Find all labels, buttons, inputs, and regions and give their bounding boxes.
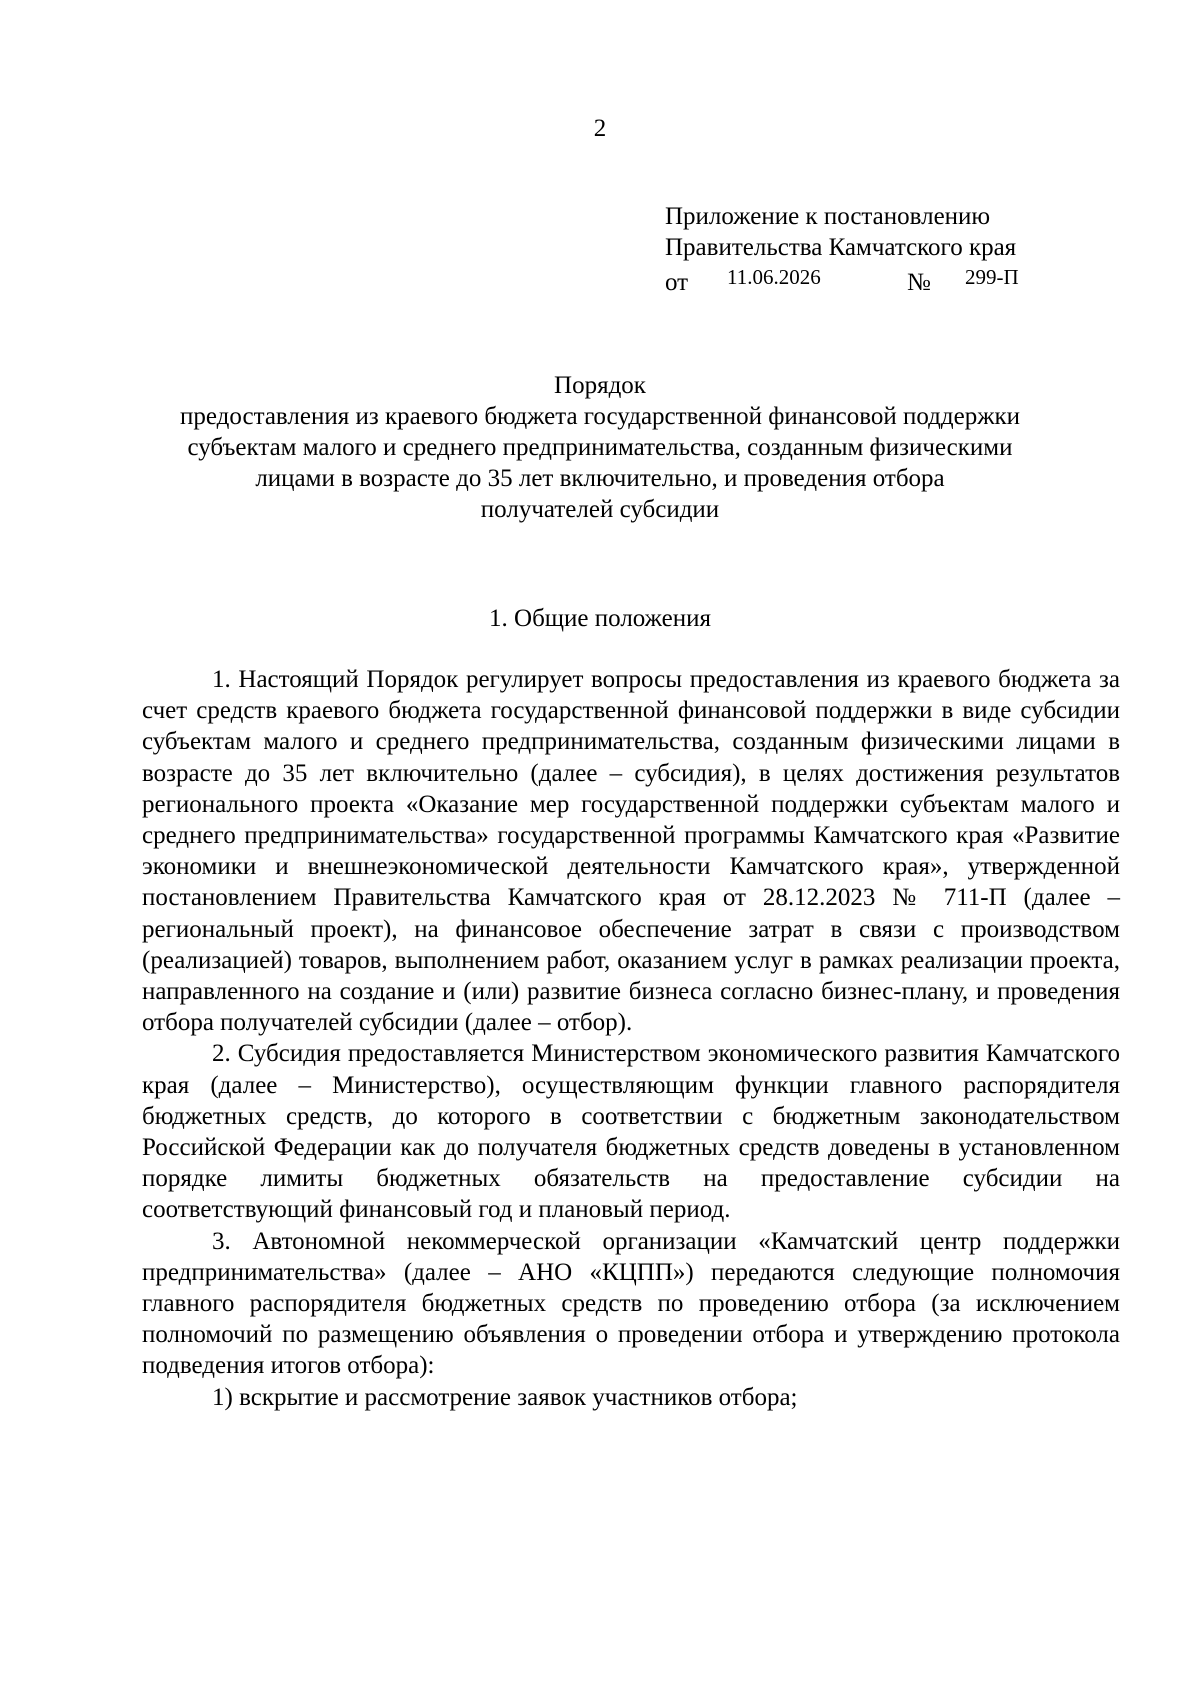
appendix-line-2: Правительства Камчатского края — [665, 234, 1017, 261]
paragraph-1: 1. Настоящий Порядок регулирует вопросы предоставления из краевого бюджета за счет средств краевого бюджета государственной финансовой поддержки в виде субсидии субъектам малого и среднего предпринимательства, созданным физическими лицами в возрасте до 35 лет включительно (далее – субсидия), в целях достижения результатов регионального проекта «Оказание мер государственной поддержки субъектам малого и среднего предпринимательства» государственной программы Камчатского края «Развитие экономики и внешнеэкономической деятельности Камчатского края», утвержденной постановлением Правительства Камчатского края от 28.12.2023 № 711-П (далее – региональный проект), на финансовое обеспечение затрат в связи с производством (реализацией) товаров, выполнением работ, оказанием услуг в рамках реализации проекта, направленного на создание и (или) развитие бизнеса согласно бизнес-плану, и проведения отбора получателей субсидии (далее – отбор). — [142, 666, 1120, 1037]
title-line-3: лицами в возрасте до 35 лет включительно, и проведения отбора — [255, 465, 945, 492]
paragraph-2: 2. Субсидия предоставляется Министерством экономического развития Камчатского края (далее – Министерство), осуществляющим функции главного распорядителя бюджетных средств, до которого в соответствии с бюджетным законодательством Российской Федерации как до получателя бюджетных средств доведены в установленном порядке лимиты бюджетных обязательств на предоставление субсидии на соответствующий финансовый год и плановый период. — [142, 1040, 1120, 1224]
page-number: 2 — [593, 115, 607, 142]
resolution-number: 299-П — [965, 265, 1019, 289]
appendix-block — [665, 201, 1019, 296]
section-heading: 1. Общие положения — [489, 605, 711, 632]
title-line-1: предоставления из краевого бюджета государственной финансовой поддержки — [180, 403, 1020, 430]
document-body — [142, 664, 1120, 1413]
date-prefix: от — [665, 269, 689, 296]
document-title — [140, 370, 1060, 525]
number-sign: № — [907, 269, 931, 296]
title-line-4: получателей субсидии — [480, 496, 720, 523]
appendix-date-row — [665, 265, 1019, 296]
title-heading: Порядок — [554, 372, 646, 399]
paragraph-3: 3. Автономной некоммерческой организации «Камчатский центр поддержки предпринимательства» (далее – АНО «КЦПП») передаются следующие полномочия главного распорядителя бюджетных средств по проведению отбора (за исключением полномочий по размещению объявления о проведении отбора и утверждению протокола подведения итогов отбора): — [142, 1227, 1120, 1380]
appendix-line-1: Приложение к постановлению — [665, 203, 991, 230]
resolution-date: 11.06.2026 — [727, 265, 821, 289]
paragraph-4: 1) вскрытие и рассмотрение заявок участников отбора; — [212, 1383, 798, 1411]
title-line-2: субъектам малого и среднего предпринимательства, созданным физическими — [187, 434, 1013, 461]
